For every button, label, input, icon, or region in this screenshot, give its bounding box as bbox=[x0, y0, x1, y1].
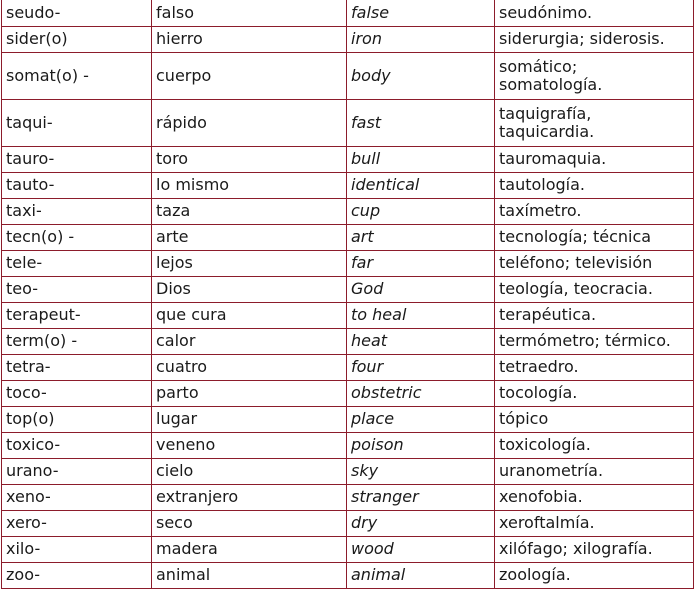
table-row bbox=[2, 458, 694, 484]
spanish-meaning-cell: calor bbox=[152, 328, 347, 354]
examples-cell bbox=[495, 146, 694, 172]
spanish-meaning-cell: cuatro bbox=[152, 354, 347, 380]
example-line: siderurgia; siderosis. bbox=[499, 29, 665, 48]
table-row bbox=[2, 562, 694, 588]
table-row bbox=[2, 146, 694, 172]
root-cell: xeno- bbox=[2, 484, 152, 510]
english-meaning-cell: false bbox=[347, 0, 495, 26]
spanish-meaning-cell: taza bbox=[152, 198, 347, 224]
examples-cell bbox=[495, 484, 694, 510]
root-cell: zoo- bbox=[2, 562, 152, 588]
example-line: termómetro; térmico. bbox=[499, 331, 671, 350]
examples-cell bbox=[495, 562, 694, 588]
example-line: teléfono; televisión bbox=[499, 253, 653, 272]
examples-cell bbox=[495, 224, 694, 250]
example-line: taxímetro. bbox=[499, 201, 582, 220]
root-cell: tetra- bbox=[2, 354, 152, 380]
table-row bbox=[2, 302, 694, 328]
root-cell: xero- bbox=[2, 510, 152, 536]
example-line: seudónimo. bbox=[499, 2, 593, 22]
table-row bbox=[2, 26, 694, 52]
spanish-meaning-cell: extranjero bbox=[152, 484, 347, 510]
table-row bbox=[2, 354, 694, 380]
spanish-meaning-cell: veneno bbox=[152, 432, 347, 458]
example-line: tocología. bbox=[499, 383, 578, 402]
examples-cell bbox=[495, 432, 694, 458]
examples-cell bbox=[495, 99, 694, 146]
example-line: somático; bbox=[499, 56, 578, 76]
english-meaning-cell: wood bbox=[347, 536, 495, 562]
table-row bbox=[2, 0, 694, 26]
table-row bbox=[2, 510, 694, 536]
root-cell: tauto- bbox=[2, 172, 152, 198]
example-line: tópico bbox=[499, 409, 549, 428]
examples-cell bbox=[495, 406, 694, 432]
root-cell: taqui- bbox=[2, 99, 152, 146]
examples-cell bbox=[495, 302, 694, 328]
examples-cell bbox=[495, 458, 694, 484]
root-cell: tele- bbox=[2, 250, 152, 276]
glossary-page bbox=[1, 0, 693, 604]
etymology-table bbox=[1, 0, 694, 589]
english-meaning-cell: animal bbox=[347, 562, 495, 588]
table-row bbox=[2, 52, 694, 99]
root-cell: sider(o) bbox=[2, 26, 152, 52]
english-meaning-cell: cup bbox=[347, 198, 495, 224]
examples-cell bbox=[495, 0, 694, 26]
root-cell: terapeut- bbox=[2, 302, 152, 328]
example-line: tetraedro. bbox=[499, 357, 579, 376]
english-meaning-cell: identical bbox=[347, 172, 495, 198]
etymology-table-body bbox=[2, 0, 694, 588]
example-line: tauromaquia. bbox=[499, 149, 607, 168]
english-meaning-cell: heat bbox=[347, 328, 495, 354]
examples-cell bbox=[495, 276, 694, 302]
examples-cell bbox=[495, 198, 694, 224]
examples-cell bbox=[495, 328, 694, 354]
root-cell: xilo- bbox=[2, 536, 152, 562]
example-line: taquigrafía, bbox=[499, 103, 592, 123]
spanish-meaning-cell: parto bbox=[152, 380, 347, 406]
english-meaning-cell: iron bbox=[347, 26, 495, 52]
spanish-meaning-cell: Dios bbox=[152, 276, 347, 302]
spanish-meaning-cell: lo mismo bbox=[152, 172, 347, 198]
root-cell: somat(o) - bbox=[2, 52, 152, 99]
root-cell: urano- bbox=[2, 458, 152, 484]
root-cell: taxi- bbox=[2, 198, 152, 224]
english-meaning-cell: body bbox=[347, 52, 495, 99]
examples-cell bbox=[495, 536, 694, 562]
example-line: terapéutica. bbox=[499, 305, 597, 324]
example-line: tecnología; técnica bbox=[499, 227, 652, 246]
table-row bbox=[2, 380, 694, 406]
example-line: zoología. bbox=[499, 565, 571, 584]
root-cell: term(o) - bbox=[2, 328, 152, 354]
english-meaning-cell: obstetric bbox=[347, 380, 495, 406]
table-row bbox=[2, 172, 694, 198]
spanish-meaning-cell: cuerpo bbox=[152, 52, 347, 99]
spanish-meaning-cell: toro bbox=[152, 146, 347, 172]
spanish-meaning-cell: arte bbox=[152, 224, 347, 250]
english-meaning-cell: stranger bbox=[347, 484, 495, 510]
root-cell: tauro- bbox=[2, 146, 152, 172]
example-line: xenofobia. bbox=[499, 487, 583, 506]
root-cell: seudo- bbox=[2, 0, 152, 26]
table-row bbox=[2, 406, 694, 432]
table-row bbox=[2, 276, 694, 302]
examples-cell bbox=[495, 250, 694, 276]
spanish-meaning-cell: madera bbox=[152, 536, 347, 562]
spanish-meaning-cell: hierro bbox=[152, 26, 347, 52]
example-line: somatología. bbox=[499, 74, 603, 94]
table-row bbox=[2, 484, 694, 510]
spanish-meaning-cell: cielo bbox=[152, 458, 347, 484]
spanish-meaning-cell: rápido bbox=[152, 99, 347, 146]
english-meaning-cell: poison bbox=[347, 432, 495, 458]
root-cell: tecn(o) - bbox=[2, 224, 152, 250]
english-meaning-cell: four bbox=[347, 354, 495, 380]
english-meaning-cell: to heal bbox=[347, 302, 495, 328]
spanish-meaning-cell: lejos bbox=[152, 250, 347, 276]
spanish-meaning-cell: seco bbox=[152, 510, 347, 536]
english-meaning-cell: far bbox=[347, 250, 495, 276]
spanish-meaning-cell: animal bbox=[152, 562, 347, 588]
table-row bbox=[2, 328, 694, 354]
table-row bbox=[2, 536, 694, 562]
english-meaning-cell: dry bbox=[347, 510, 495, 536]
spanish-meaning-cell: lugar bbox=[152, 406, 347, 432]
example-line: toxicología. bbox=[499, 435, 591, 454]
example-line: taquicardia. bbox=[499, 121, 595, 141]
english-meaning-cell: bull bbox=[347, 146, 495, 172]
table-row bbox=[2, 198, 694, 224]
example-line: uranometría. bbox=[499, 461, 604, 480]
english-meaning-cell: fast bbox=[347, 99, 495, 146]
examples-cell bbox=[495, 26, 694, 52]
english-meaning-cell: place bbox=[347, 406, 495, 432]
examples-cell bbox=[495, 380, 694, 406]
english-meaning-cell: art bbox=[347, 224, 495, 250]
root-cell: teo- bbox=[2, 276, 152, 302]
table-row bbox=[2, 250, 694, 276]
examples-cell bbox=[495, 510, 694, 536]
table-row bbox=[2, 224, 694, 250]
english-meaning-cell: sky bbox=[347, 458, 495, 484]
example-line: teología, teocracia. bbox=[499, 279, 653, 298]
english-meaning-cell: God bbox=[347, 276, 495, 302]
example-line: xilófago; xilografía. bbox=[499, 539, 653, 558]
root-cell: toxico- bbox=[2, 432, 152, 458]
example-line: tautología. bbox=[499, 175, 586, 194]
examples-cell bbox=[495, 354, 694, 380]
examples-cell bbox=[495, 172, 694, 198]
root-cell: toco- bbox=[2, 380, 152, 406]
examples-cell bbox=[495, 52, 694, 99]
spanish-meaning-cell: falso bbox=[152, 0, 347, 26]
root-cell: top(o) bbox=[2, 406, 152, 432]
example-line: xeroftalmía. bbox=[499, 513, 595, 532]
table-row bbox=[2, 99, 694, 146]
spanish-meaning-cell: que cura bbox=[152, 302, 347, 328]
table-row bbox=[2, 432, 694, 458]
